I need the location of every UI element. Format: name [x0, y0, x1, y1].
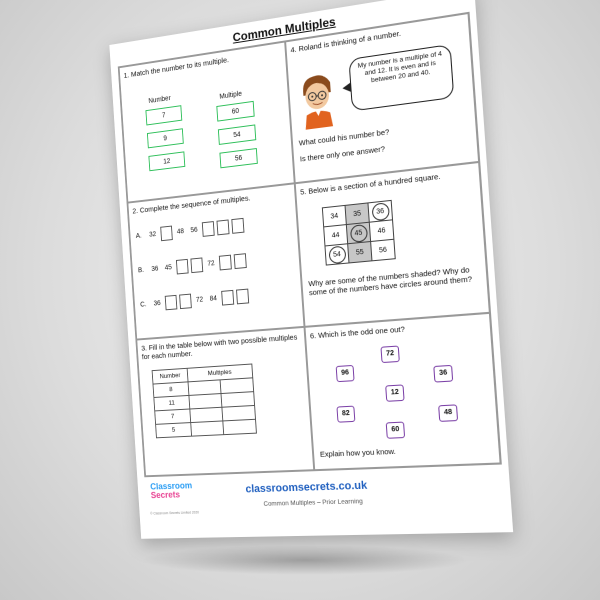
multiples-table: [152, 363, 257, 438]
q1-multiple-box: 54: [218, 124, 256, 145]
answer-box[interactable]: [221, 290, 234, 306]
table-cell-number: 11: [154, 395, 190, 410]
sequence-number: 84: [209, 295, 218, 304]
question-6: [304, 312, 500, 470]
sequence-number: 36: [153, 300, 161, 308]
hundred-square-section: [322, 200, 396, 266]
classroom-secrets-logo: Classroom Secrets: [149, 480, 193, 501]
q4-question-2: Is there only one answer?: [299, 144, 386, 164]
q5-question: Why are some of the numbers shaded? Why do some of the numbers have circles around them?: [308, 265, 473, 298]
question-3: [136, 327, 314, 477]
number-tile: 60: [386, 421, 405, 438]
sequence-label: A.: [135, 232, 142, 241]
hundred-square-cell: 34: [322, 206, 346, 228]
answer-box[interactable]: [231, 218, 244, 234]
question-1: [119, 41, 295, 202]
q4-question-1: What could his number be?: [298, 127, 390, 148]
answer-box[interactable]: [179, 294, 192, 310]
sequence-number: 32: [148, 231, 157, 239]
number-tile: 48: [438, 404, 458, 422]
answer-cell[interactable]: [191, 421, 224, 436]
table-cell-number: 8: [153, 382, 189, 398]
answer-box[interactable]: [236, 289, 249, 305]
answer-box[interactable]: [219, 255, 232, 271]
q1-number-header: Number: [148, 95, 171, 105]
boy-avatar-icon: [296, 69, 339, 130]
copyright-text: © Classroom Secrets Limited 2020: [150, 510, 200, 516]
q6-question: Explain how you know.: [319, 446, 397, 459]
question-5: [295, 162, 490, 326]
q1-multiple-header: Multiple: [219, 90, 243, 101]
hundred-square-cell-circled: 36: [368, 201, 393, 223]
q1-multiple-box: 60: [216, 101, 254, 122]
website-link[interactable]: classroomsecrets.co.uk: [245, 479, 368, 496]
worksheet-footer: [144, 467, 504, 533]
sequence-row-b: [138, 254, 247, 279]
answer-box[interactable]: [160, 226, 173, 242]
worksheet-subtitle: Common Multiples – Prior Learning: [263, 498, 364, 508]
number-tile: 96: [336, 365, 355, 382]
worksheet-title: Common Multiples: [232, 14, 336, 45]
worksheet: [109, 0, 513, 539]
sequence-number: 45: [164, 264, 173, 273]
sequence-number: 72: [195, 296, 204, 305]
hundred-square-cell: 44: [324, 225, 348, 246]
question-4: [285, 13, 479, 184]
hundred-square-cell-shaded-circled: 45: [346, 223, 370, 245]
q2-prompt: 2. Complete the sequence of multiples.: [132, 193, 251, 216]
answer-box[interactable]: [234, 254, 247, 270]
hundred-square-cell: 46: [369, 220, 394, 242]
q1-number-box: 7: [145, 105, 182, 125]
sheet-shadow: [140, 545, 470, 575]
q1-number-box: 9: [147, 128, 184, 148]
question-grid: [118, 12, 502, 478]
q1-prompt: 1. Match the number to its multiple.: [123, 55, 230, 80]
sequence-number: 72: [207, 260, 215, 268]
q1-multiple-box: 56: [219, 148, 257, 168]
hundred-square-cell-shaded: 35: [345, 203, 369, 225]
q5-prompt: 5. Below is a section of a hundred square.: [299, 171, 441, 197]
table-header: Number: [152, 368, 188, 384]
answer-box[interactable]: [176, 259, 189, 275]
sequence-number: 36: [151, 265, 159, 274]
question-2: [127, 184, 304, 340]
answer-box[interactable]: [165, 295, 178, 310]
number-tile: 12: [385, 384, 404, 401]
hundred-square-cell-circled: 54: [325, 244, 349, 265]
table-header: Multiples: [187, 364, 253, 382]
answer-box[interactable]: [217, 220, 230, 236]
speech-bubble: My number is a multiple of 4 and 12. It is even and is between 20 and 40.: [348, 44, 454, 112]
table-cell-number: 5: [156, 422, 192, 437]
q3-prompt: 3. Fill in the table below with two possible multiples for each number.: [141, 332, 298, 361]
number-tile: 82: [336, 405, 355, 422]
q6-prompt: 6. Which is the odd one out?: [309, 324, 406, 341]
answer-box[interactable]: [190, 258, 203, 274]
q4-prompt: 4. Roland is thinking of a number.: [290, 28, 402, 55]
answer-cell[interactable]: [223, 419, 257, 434]
hundred-square-cell-shaded: 55: [348, 242, 372, 263]
sequence-label: C.: [140, 301, 147, 309]
hundred-square-cell: 56: [371, 240, 396, 262]
table-cell-number: 7: [155, 409, 191, 424]
sequence-row-c: [140, 289, 249, 313]
q1-number-box: 12: [148, 151, 185, 171]
answer-box[interactable]: [202, 221, 215, 237]
number-tile: 36: [433, 364, 453, 382]
sequence-label: B.: [137, 267, 145, 275]
sequence-number: 48: [176, 228, 185, 236]
sequence-number: 56: [190, 227, 198, 235]
sequence-row-a: [135, 218, 244, 244]
number-tile: 72: [380, 345, 399, 363]
